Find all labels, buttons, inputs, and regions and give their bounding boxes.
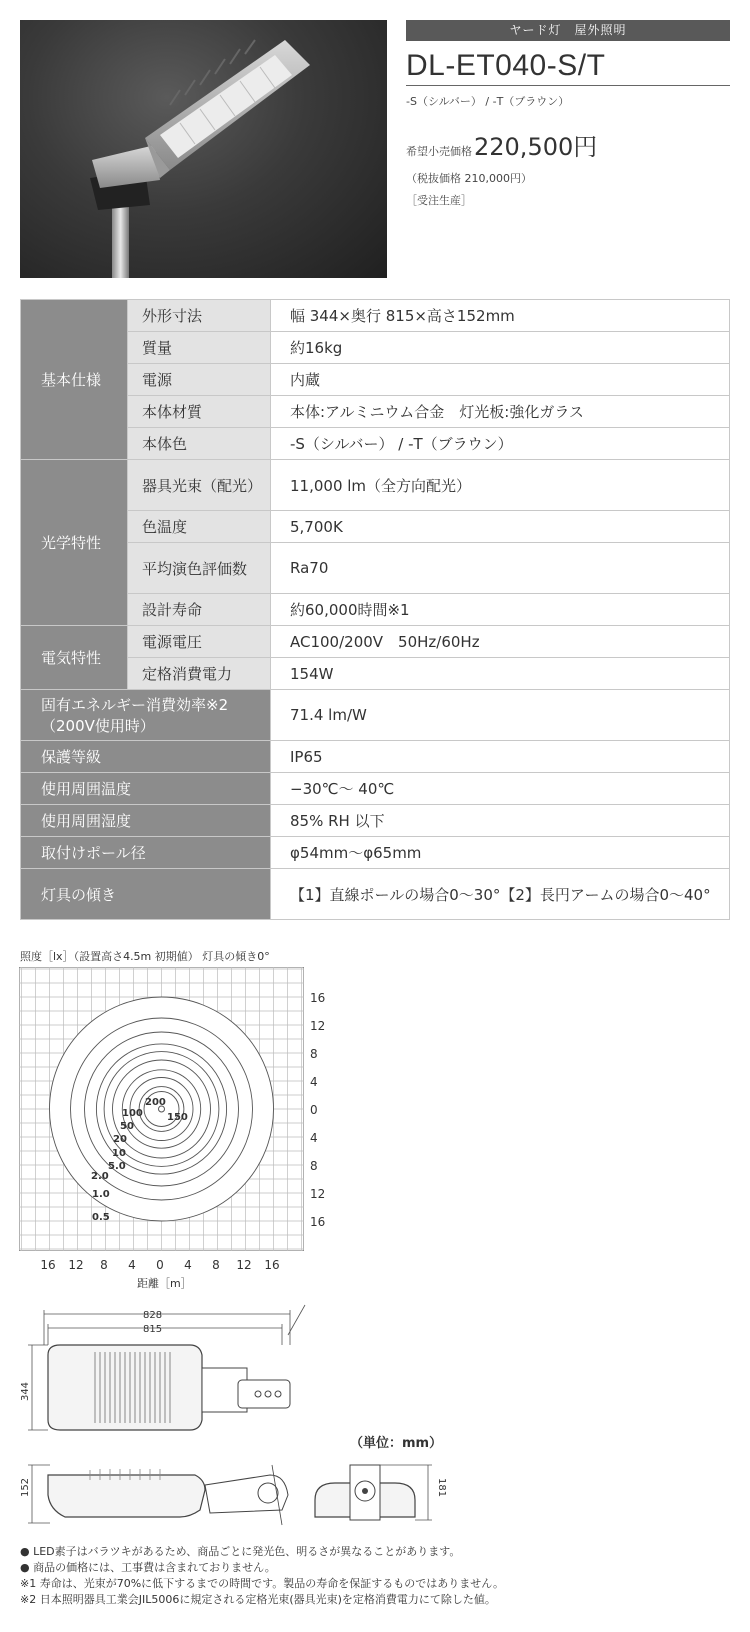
table-row xyxy=(21,460,730,511)
x-tick: 12 xyxy=(68,1258,84,1272)
table-row xyxy=(21,332,730,364)
spec-value: 11,000 lm（全方向配光） xyxy=(271,460,730,511)
yard-light-image xyxy=(20,20,387,278)
x-tick: 16 xyxy=(40,1258,56,1272)
x-axis-label: 距離［m］ xyxy=(137,1277,192,1290)
dim-height: 152 xyxy=(20,1477,32,1498)
dimension-top-view xyxy=(20,1300,310,1445)
table-row xyxy=(21,869,730,920)
category-optical: 光学特性 xyxy=(21,460,128,626)
table-row xyxy=(21,364,730,396)
contour-label: 200 xyxy=(145,1097,166,1108)
spec-table xyxy=(20,299,730,920)
table-row xyxy=(21,543,730,594)
category-bar: ヤード灯 屋外照明 xyxy=(406,20,730,41)
contour-label: 150 xyxy=(167,1112,188,1123)
category-basic: 基本仕様 xyxy=(21,300,128,460)
table-row xyxy=(21,396,730,428)
spec-name: 外形寸法 xyxy=(128,300,271,332)
x-tick: 4 xyxy=(128,1258,136,1272)
spec-value: 71.4 lm/W xyxy=(271,690,730,741)
table-row xyxy=(21,428,730,460)
note-item: ● LED素子はバラツキがあるため、商品ごとに発光色、明るさが異なることがあります。 xyxy=(20,1545,461,1558)
contour-label: 0.5 xyxy=(92,1212,110,1223)
spec-value: 幅 344×奥行 815×高さ152mm xyxy=(271,300,730,332)
isolux-diagram xyxy=(19,967,304,1251)
spec-value: -S（シルバー） / -T（ブラウン） xyxy=(271,428,730,460)
spec-name: 定格消費電力 xyxy=(128,658,271,690)
spec-value: 154W xyxy=(271,658,730,690)
y-tick: 8 xyxy=(310,1159,318,1173)
product-info xyxy=(406,20,730,208)
table-row xyxy=(21,805,730,837)
y-tick: 16 xyxy=(310,991,326,1005)
x-tick: 8 xyxy=(212,1258,220,1272)
spec-name: 使用周囲湿度 xyxy=(21,805,271,837)
model-number: DL-ET040-S/T xyxy=(406,49,730,86)
contour-label: 10 xyxy=(112,1148,126,1159)
spec-name: 本体色 xyxy=(128,428,271,460)
made-to-order: ［受注生産］ xyxy=(406,194,472,207)
spec-value: 【1】直線ポールの場合0〜30°【2】長円アームの場合0〜40° xyxy=(271,869,730,920)
unit-label: （単位：mm） xyxy=(350,1436,443,1451)
spec-name: 保護等級 xyxy=(21,741,271,773)
spec-value: 本体:アルミニウム合金 灯光板:強化ガラス xyxy=(271,396,730,428)
x-tick: 0 xyxy=(156,1258,164,1272)
table-row xyxy=(21,741,730,773)
price-row xyxy=(406,127,730,162)
spec-value: φ54mm〜φ65mm xyxy=(271,837,730,869)
dim-end-height: 181 xyxy=(436,1477,448,1498)
dim-width-outer: 828 xyxy=(143,1310,163,1321)
product-photo xyxy=(20,20,387,278)
spec-name: 電源 xyxy=(128,364,271,396)
note-item: ● 商品の価格には、工事費は含まれておりません。 xyxy=(20,1561,276,1574)
note-item: ※1 寿命は、光束が70%に低下するまでの時間です。製品の寿命を保証するものではありません。 xyxy=(20,1577,504,1590)
contour-label: 20 xyxy=(113,1134,127,1145)
spec-value: 85% RH 以下 xyxy=(271,805,730,837)
isolux-title: 照度［lx］（設置高さ4.5m 初期値） 灯具の傾き0° xyxy=(20,950,270,963)
contour-label: 5.0 xyxy=(108,1161,126,1172)
spec-name: 平均演色評価数 xyxy=(128,543,271,594)
spec-value: 5,700K xyxy=(271,511,730,543)
y-tick: 4 xyxy=(310,1131,318,1145)
dim-width-inner: 815 xyxy=(143,1324,163,1335)
y-tick: 16 xyxy=(310,1215,326,1229)
contour-label: 100 xyxy=(122,1108,143,1119)
spec-name: 電源電圧 xyxy=(128,626,271,658)
y-tick: 12 xyxy=(310,1187,326,1201)
tax-excluded-price: （税抜価格 210,000円） xyxy=(406,172,532,185)
table-row xyxy=(21,300,730,332)
table-row xyxy=(21,837,730,869)
note-item: ※2 日本照明器具工業会JIL5006に規定される定格光束(器具光束)を定格消費電力にて除した値。 xyxy=(20,1593,496,1606)
spec-name: 器具光束（配光） xyxy=(128,460,271,511)
table-row xyxy=(21,658,730,690)
x-tick: 4 xyxy=(184,1258,192,1272)
price-label: 希望小売価格 xyxy=(406,145,472,158)
y-tick: 8 xyxy=(310,1047,318,1061)
spec-name: 固有エネルギー消費効率※2（200V使用時） xyxy=(21,690,271,741)
table-row xyxy=(21,690,730,741)
category-electrical: 電気特性 xyxy=(21,626,128,690)
y-tick: 4 xyxy=(310,1075,318,1089)
spec-name: 設計寿命 xyxy=(128,594,271,626)
spec-value: 約60,000時間※1 xyxy=(271,594,730,626)
color-variants: -S（シルバー） / -T（ブラウン） xyxy=(406,95,570,108)
spec-name: 取付けポール径 xyxy=(21,837,271,869)
contour-label: 1.0 xyxy=(92,1189,110,1200)
spec-value: 約16kg xyxy=(271,332,730,364)
notes xyxy=(20,1544,504,1608)
table-row xyxy=(21,626,730,658)
y-tick: 0 xyxy=(310,1103,318,1117)
price: 220,500円 xyxy=(474,133,598,161)
x-tick: 16 xyxy=(264,1258,280,1272)
x-tick: 12 xyxy=(236,1258,252,1272)
spec-name: 使用周囲温度 xyxy=(21,773,271,805)
dimension-end-view xyxy=(310,1455,440,1530)
spec-name: 質量 xyxy=(128,332,271,364)
contour-label: 2.0 xyxy=(91,1171,109,1182)
spec-name: 本体材質 xyxy=(128,396,271,428)
spec-value: 内蔵 xyxy=(271,364,730,396)
y-tick: 12 xyxy=(310,1019,326,1033)
spec-value: Ra70 xyxy=(271,543,730,594)
spec-name: 灯具の傾き xyxy=(21,869,271,920)
spec-name: 色温度 xyxy=(128,511,271,543)
x-tick: 8 xyxy=(100,1258,108,1272)
table-row xyxy=(21,511,730,543)
spec-value: AC100/200V 50Hz/60Hz xyxy=(271,626,730,658)
dim-depth: 344 xyxy=(20,1381,32,1402)
spec-value: IP65 xyxy=(271,741,730,773)
table-row xyxy=(21,594,730,626)
table-row xyxy=(21,773,730,805)
contour-label: 50 xyxy=(120,1121,134,1132)
dimension-side-view xyxy=(20,1455,310,1530)
spec-value: −30℃〜 40℃ xyxy=(271,773,730,805)
